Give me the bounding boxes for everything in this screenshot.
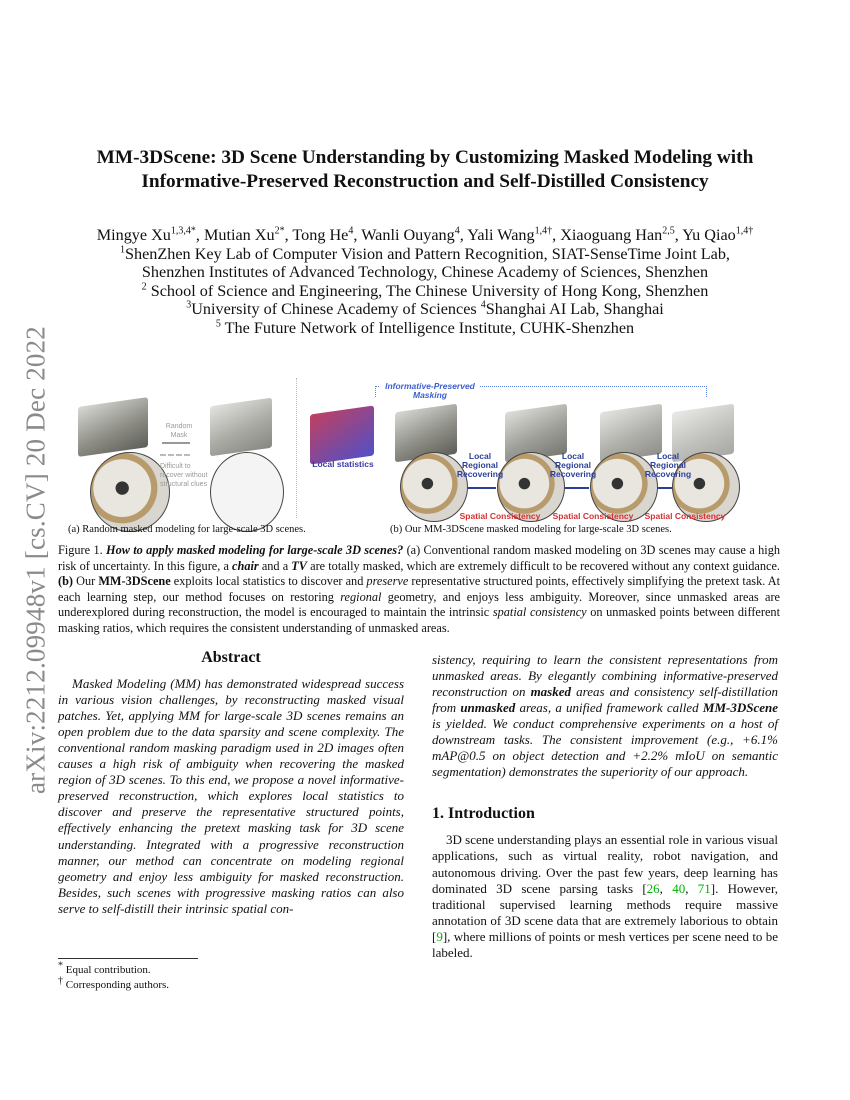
intro-text: , (685, 880, 698, 896)
spatial-consistency-label-3: Spatial Consistency (644, 511, 726, 521)
affiliation-2 (40, 282, 810, 301)
difficult-label: Difficult to recover without structural clues (160, 463, 208, 488)
random-mask-label: Random Mask (165, 423, 193, 439)
caption-emph: spatial consistency (492, 605, 587, 620)
author-affil-sup: 2,5 (662, 225, 675, 237)
intro-text: 3D scene understanding plays an essential role in various visual applications, such as virtual reality, robot navigation, and autonomous driving. Over the past few years, deep learning has dominated 3D scene parsing tasks [ (432, 832, 778, 896)
citation-link[interactable]: 71 (697, 880, 711, 896)
caption-emph: (b) (58, 574, 74, 589)
recover-arrow (468, 487, 496, 489)
recovering-text: Recovering (549, 469, 597, 479)
abstract-heading: Abstract (201, 649, 261, 666)
local-statistics-label: Local statistics (312, 459, 374, 469)
footnote-mark: † (58, 975, 63, 987)
author-affil-sup: 1,4† (534, 225, 553, 237)
caption-text: Our (73, 574, 99, 589)
figure-caption (58, 543, 780, 637)
caption-text: (a) Conventional random masked modeling on 3D scenes may cause a high risk of uncertainty. In this figure, a (58, 543, 780, 573)
footnote-text: Equal contribution. (65, 964, 151, 976)
local-regional-text: Local Regional (555, 451, 591, 470)
intro-text: ], where millions of points or mesh vertices per scene need to be labeled. (432, 928, 778, 960)
caption-question: How to apply masked modeling for large-scale 3D scenes? (106, 543, 404, 557)
author-name: Mutian Xu (204, 226, 275, 244)
left-column (58, 650, 404, 917)
author-separator: , (674, 226, 683, 244)
introduction-heading: 1. Introduction (432, 805, 535, 823)
affiliation-3-4 (40, 300, 810, 319)
figure-1 (60, 374, 780, 534)
abstract-emph: unmasked (460, 700, 516, 716)
footnote-2 (58, 975, 170, 993)
author-list (40, 226, 810, 245)
caption-emph: preserve (366, 574, 409, 589)
caption-label: Figure 1. (58, 543, 107, 557)
subcaption-b: (b) Our MM-3DScene masked modeling for large-scale 3D scenes. (390, 524, 672, 535)
caption-emph: MM-3DScene (98, 574, 171, 589)
affiliation-1b: Shenzhen Institutes of Advanced Technology, Chinese Academy of Sciences, Shenzhen (141, 263, 709, 281)
title-line-1: MM-3DScene: 3D Scene Understanding by Customizing Masked Modeling with (96, 147, 754, 168)
author-block (40, 226, 810, 337)
author-affil-sup: 4 (454, 225, 460, 237)
zoom-circle-masked (210, 452, 284, 532)
affil-sup: 1 (120, 244, 126, 256)
title-line-2: Informative-Preserved Reconstruction and Self-Distilled Consistency (141, 171, 709, 192)
footnote-rule (58, 958, 198, 959)
affil-text: University of Chinese Academy of Sciences (191, 300, 481, 318)
local-regional-text: Local Regional (462, 451, 498, 470)
affiliation-5 (40, 319, 810, 338)
footnote-1 (58, 960, 169, 978)
caption-text: are totally masked, which are extremely difficult to be recovered without any context guidance. (307, 558, 781, 573)
abstract-emph: MM-3DScene (702, 700, 779, 716)
abstract-text: sistency, requiring to learn the consistent representations from unmasked areas. By elegantly combining informative-preserved reconstruction on (432, 652, 778, 700)
local-regional-text: Local Regional (650, 451, 686, 470)
footnotes (58, 960, 170, 993)
author-name: Yu Qiao (682, 226, 736, 244)
caption-text: geometry, and enjoys less ambiguity. Moreover, since unmasked areas are underexplored during reconstruction, the model is encouraged to maintain the intrinsic (58, 589, 780, 620)
arrow-right (162, 442, 190, 444)
masked-scene-image (210, 398, 272, 457)
affil-text: School of Science and Engineering, The Chinese University of Hong Kong, Shenzhen (146, 281, 709, 300)
author-separator: , (284, 226, 293, 244)
caption-text: and a (258, 558, 292, 573)
author-affil-sup: 2* (274, 225, 285, 237)
author-name: Wanli Ouyang (361, 226, 455, 244)
citation-link[interactable]: 26 (646, 880, 660, 896)
author-separator: , (353, 226, 362, 244)
intro-text: , (659, 880, 673, 896)
local-statistics-heatmap (310, 406, 374, 465)
author-separator: , (195, 226, 204, 244)
author-separator: , (459, 226, 468, 244)
spatial-consistency-label-1: Spatial Consistency (459, 511, 541, 521)
affil-sup: 5 (215, 318, 221, 330)
author-name: Yali Wang (467, 226, 535, 244)
affil-text: ShenZhen Key Lab of Computer Vision and Pattern Recognition, SIAT-SenseTime Joint Lab, (125, 244, 730, 263)
caption-emph: chair (232, 558, 259, 573)
abstract-text: areas, a unified framework called (515, 700, 703, 716)
affil-text: The Future Network of Intelligence Institute, CUHK-Shenzhen (220, 318, 635, 337)
right-column (432, 652, 778, 961)
ipm-label: Informative-Preserved Masking (380, 382, 480, 400)
paper-title (40, 146, 810, 194)
abstract-emph: masked (530, 684, 572, 700)
abstract-text: is yielded. We conduct comprehensive experiments on a host of downstream tasks. The consistent improvement (e.g., +6.1% mAP@0.5 on object detection and +2.2% mIoU on semantic segmentation) demonstrates the superiority of our approach. (432, 716, 778, 780)
affiliation-1 (40, 245, 810, 264)
recovering-text: Recovering (456, 469, 504, 479)
intro-text: ]. However, traditional supervised learning methods require massive annotation of 3D scene data that are extremely laborious to obtain [ (432, 880, 779, 944)
author-affil-sup: 4 (348, 225, 354, 237)
scene-image (78, 397, 148, 457)
author-name: Mingye Xu (96, 226, 171, 244)
caption-emph: TV (291, 558, 307, 573)
affil-sup: 3 (186, 299, 192, 311)
dashed-arrow-left (160, 454, 190, 456)
affil-sup: 4 (480, 299, 486, 311)
caption-text: representative structured points, effectively simplifying the pretext task. At each learning step, our method focuses on restoring (58, 574, 780, 604)
author-name: Tong He (292, 226, 349, 244)
subcaption-a: (a) Random masked modeling for large-scale 3D scenes. (68, 524, 306, 535)
author-separator: , (552, 226, 561, 244)
caption-text: on unmasked points between different masking ratios, which requires the consistent understanding of unmasked areas. (58, 605, 780, 635)
citation-link[interactable]: 40 (672, 880, 686, 896)
spatial-consistency-label-2: Spatial Consistency (552, 511, 634, 521)
recovering-label-1 (455, 452, 505, 479)
footnote-text: Corresponding authors. (65, 979, 170, 991)
recovering-label-2 (548, 452, 598, 479)
abstract-left: Masked Modeling (MM) has demonstrated widespread success in various vision challenges, by reconstructing masked visual patches. Yet, applying MM for large-scale 3D scenes remains an open problem due to the data sparsity and scene complexity. The conventional random masking paradigm used in 2D images often causes a high risk of ambiguity when recovering the masked region of 3D scenes. To this end, we propose a novel informative-preserved reconstruction, which explores local statistics to discover and preserve the representative structured points, effectively enhancing the pretext masking task for 3D scene understanding. Integrated with a progressive reconstruction manner, our method can concentrate on modeling regional geometry and enjoy less ambiguity for masked reconstruction. Besides, such scenes with progressive masking ratios can also serve to self-distill their intrinsic spatial con- (58, 676, 404, 916)
abstract-right (432, 652, 778, 780)
arxiv-identifier[interactable]: arXiv:2212.09948v1 [cs.CV] 20 Dec 2022 (20, 325, 51, 795)
author-name: Xiaoguang Han (560, 226, 663, 244)
author-affil-sup: 1,3,4* (170, 225, 196, 237)
recover-arrow (658, 487, 672, 489)
caption-text: exploits local statistics to discover and (170, 574, 367, 589)
footnote-mark: * (58, 960, 63, 972)
introduction-paragraph (432, 832, 778, 960)
abstract-text: areas and consistency self-distillation from (432, 684, 778, 716)
affil-sup: 2 (141, 281, 147, 293)
affil-text: Shanghai AI Lab, Shanghai (485, 300, 664, 318)
recovering-label-3 (643, 452, 693, 479)
divider (296, 378, 297, 518)
zoom-circle (90, 452, 170, 532)
author-affil-sup: 1,4† (735, 225, 754, 237)
recovering-text: Recovering (644, 469, 692, 479)
citation-link[interactable]: 9 (436, 928, 443, 944)
recover-arrow (565, 487, 589, 489)
caption-emph: regional (340, 589, 382, 604)
